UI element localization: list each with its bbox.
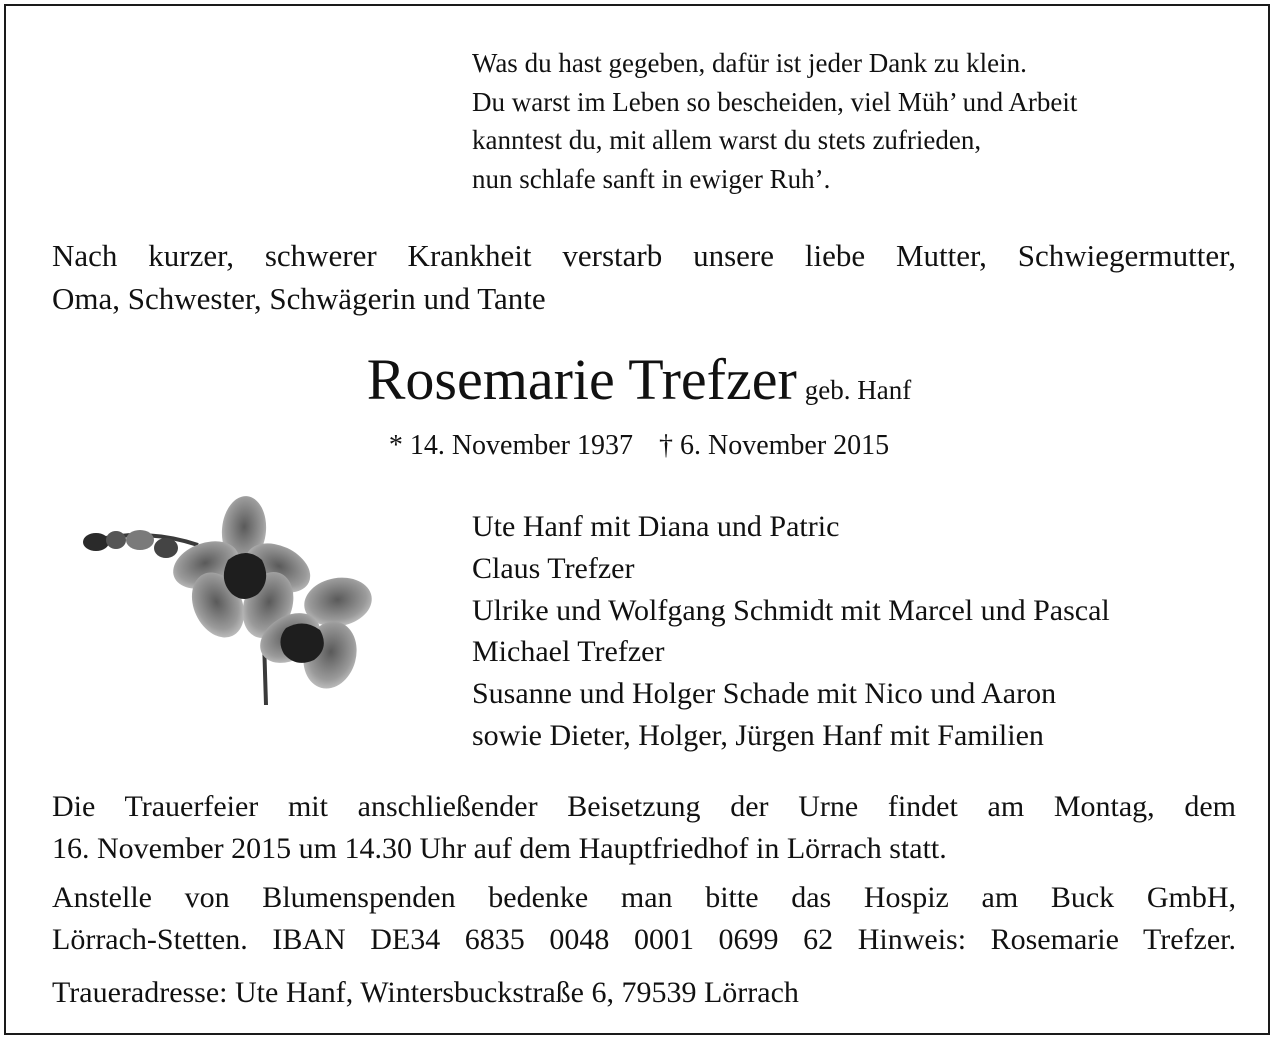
funeral-info [52,786,1236,870]
donation-line: Anstelle von Blumenspenden bedenke man bitte das Hospiz am Buck GmbH, [52,881,1236,914]
survivor-entry: Susanne und Holger Schade mit Nico und Aaron [472,677,1057,711]
poem-line: Was du hast gegeben, dafür ist jeder Dank zu klein. [472,48,1027,78]
birth-date: * 14. November 1937 [388,430,633,461]
mourning-address [52,972,1236,1014]
survivor-entry: Michael Trefzer [472,635,665,669]
deceased-name: Rosemarie Trefzer [366,347,797,412]
obituary-notice [4,4,1270,1035]
address-line: Traueradresse: Ute Hanf, Wintersbuckstraße 6, 79539 Lörrach [52,976,799,1009]
survivor-entry: Ulrike und Wolfgang Schmidt mit Marcel und Pascal [472,593,1110,627]
poem-line: Du warst im Leben so bescheiden, viel Müh’ und Arbeit [472,86,1078,117]
maiden-name: geb. Hanf [804,375,912,405]
death-date: † 6. November 2015 [659,430,890,461]
funeral-line: Die Trauerfeier mit anschließender Beisetzung der Urne findet am Montag, dem [52,790,1236,823]
orchid-flower-icon [68,490,378,715]
donation-info [52,877,1236,961]
life-dates [6,430,1272,462]
intro-line: Oma, Schwester, Schwägerin und Tante [52,281,546,316]
poem-line: kanntest du, mit allem warst du stets zufrieden, [472,125,982,155]
donation-line: Lörrach-Stetten. IBAN DE34 6835 0048 0001 0699 62 Hinweis: Rosemarie Trefzer. [52,923,1236,956]
survivor-list [472,506,1110,757]
poem-line: nun schlafe sanft in ewiger Ruh’. [472,163,831,194]
survivor-entry: Ute Hanf mit Diana und Patric [472,510,840,543]
survivor-entry: sowie Dieter, Holger, Jürgen Hanf mit Familien [472,718,1044,752]
funeral-line: 16. November 2015 um 14.30 Uhr auf dem Hauptfriedhof in Lörrach statt. [52,832,947,865]
intro-line: Nach kurzer, schwerer Krankheit verstarb unsere liebe Mutter, Schwiegermutter, [52,238,1236,273]
survivor-entry: Claus Trefzer [472,551,635,585]
announcement-intro [52,234,1236,320]
deceased-name-line [6,346,1272,413]
memorial-poem [472,44,1077,198]
